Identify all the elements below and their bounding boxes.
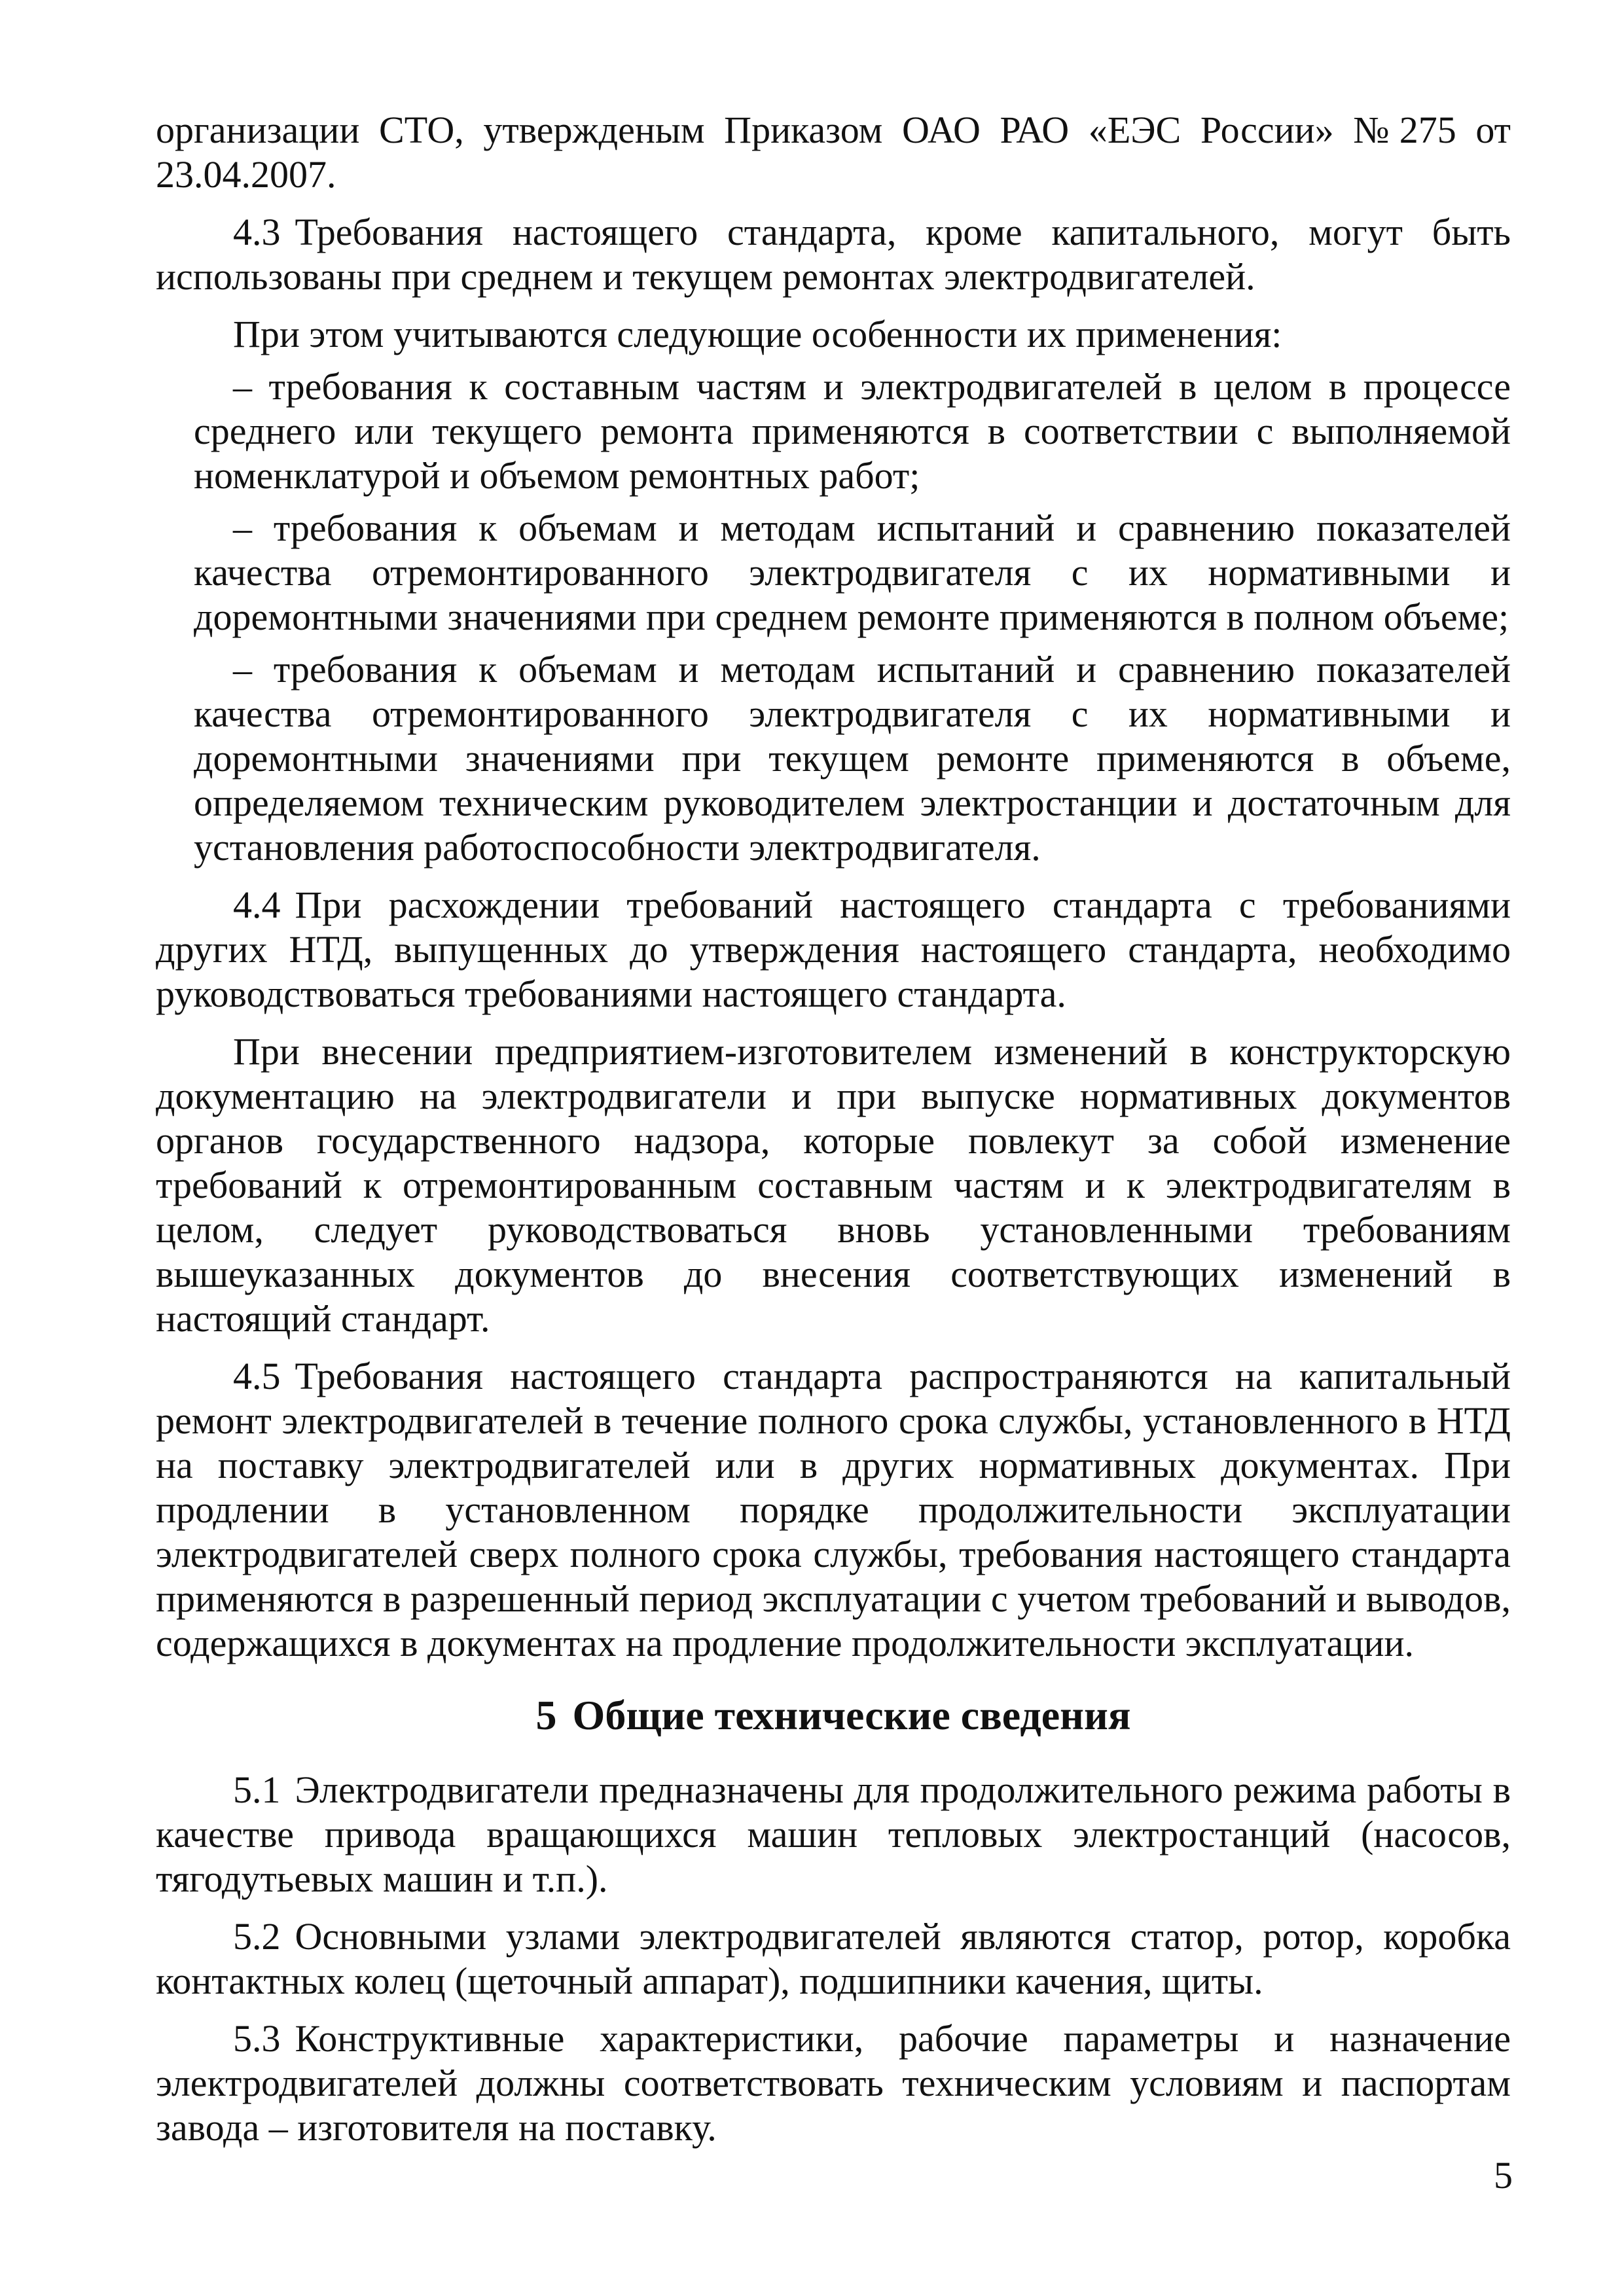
clause-number: 5.2 bbox=[233, 1915, 281, 1958]
features-intro: При этом учитываются следующие особенности их применения: bbox=[233, 313, 1282, 355]
clause-text: При расхождении требований настоящего стандарта с требованиями других НТД, выпущенных до утверждения настоящего стандарта, необходимо руководствоваться требованиями настоящего стандарта. bbox=[156, 884, 1511, 1015]
clause-number: 5.3 bbox=[233, 2017, 281, 2060]
clause-4-4 bbox=[156, 883, 1511, 1016]
list-item: – требования к объемам и методам испытаний и сравнению показателей качества отремонтированного электродвигателя с их нормативными и доремонтными значениями при среднем ремонте применяются в полном объеме; bbox=[194, 507, 1511, 638]
clause-text: Требования настоящего стандарта распространяются на капитальный ремонт электродвигателей в течение полного срока службы, установленного в НТД на поставку электродвигателей или в других нормативных документах. При продлении в установленном порядке продолжительности эксплуатации электродвигателей сверх полного срока службы, требования настоящего стандарта применяются в разрешенный период эксплуатации с учетом требований и выводов, содержащихся в документах на продление продолжительности эксплуатации. bbox=[156, 1355, 1511, 1664]
clause-text: Требования настоящего стандарта, кроме капитального, могут быть использованы при среднем и текущем ремонтах электродвигателей. bbox=[156, 211, 1511, 298]
section-title: Общие технические сведения bbox=[572, 1692, 1131, 1738]
clause-5-3 bbox=[156, 2017, 1511, 2150]
page-number: 5 bbox=[1494, 2154, 1513, 2197]
section-heading bbox=[156, 1689, 1511, 1742]
clause-number: 5.1 bbox=[233, 1768, 281, 1811]
clause-4-5 bbox=[156, 1354, 1511, 1666]
clause-number: 4.4 bbox=[233, 884, 281, 926]
clause-number: 4.5 bbox=[233, 1355, 281, 1397]
clause-4-3 bbox=[156, 210, 1511, 299]
clause-text: Электродвигатели предназначены для продолжительного режима работы в качестве привода вращающихся машин тепловых электростанций (насосов, тягодутьевых машин и т.п.). bbox=[156, 1768, 1511, 1900]
page-body bbox=[156, 108, 1511, 2163]
changes-paragraph: При внесении предприятием-изготовителем изменений в конструкторскую документацию на электродвигатели и при выпуске нормативных документов органов государственного надзора, которые повлекут за собой изменение требований к отремонтированным составным частям и к электродвигателям в целом, следует руководствоваться вновь установленными требованиям вышеуказанных документов до внесения соответствующих изменений в настоящий стандарт. bbox=[156, 1030, 1511, 1340]
clause-text: Основными узлами электродвигателей являются статор, ротор, коробка контактных колец (щеточный аппарат), подшипники качения, щиты. bbox=[156, 1915, 1511, 2002]
section-number: 5 bbox=[535, 1692, 557, 1738]
list-item: – требования к составным частям и электродвигателей в целом в процессе среднего или текущего ремонта применяются в соответствии с выполняемой номенклатурой и объемом ремонтных работ; bbox=[194, 365, 1511, 497]
paragraph-continuation: организации СТО, утвержденым Приказом ОАО РАО «ЕЭС России» №275 от 23.04.2007. bbox=[156, 109, 1511, 196]
clause-number: 4.3 bbox=[233, 211, 281, 253]
clause-5-2 bbox=[156, 1914, 1511, 2003]
clause-text: Конструктивные характеристики, рабочие параметры и назначение электродвигателей должны соответствовать техническим условиям и паспортам завода – изготовителя на поставку. bbox=[156, 2017, 1511, 2149]
list-item: – требования к объемам и методам испытаний и сравнению показателей качества отремонтированного электродвигателя с их нормативными и доремонтными значениями при текущем ремонте применяются в объеме, определяемом техническим руководителем электростанции и достаточным для установления работоспособности электродвигателя. bbox=[194, 648, 1511, 869]
clause-5-1 bbox=[156, 1768, 1511, 1901]
